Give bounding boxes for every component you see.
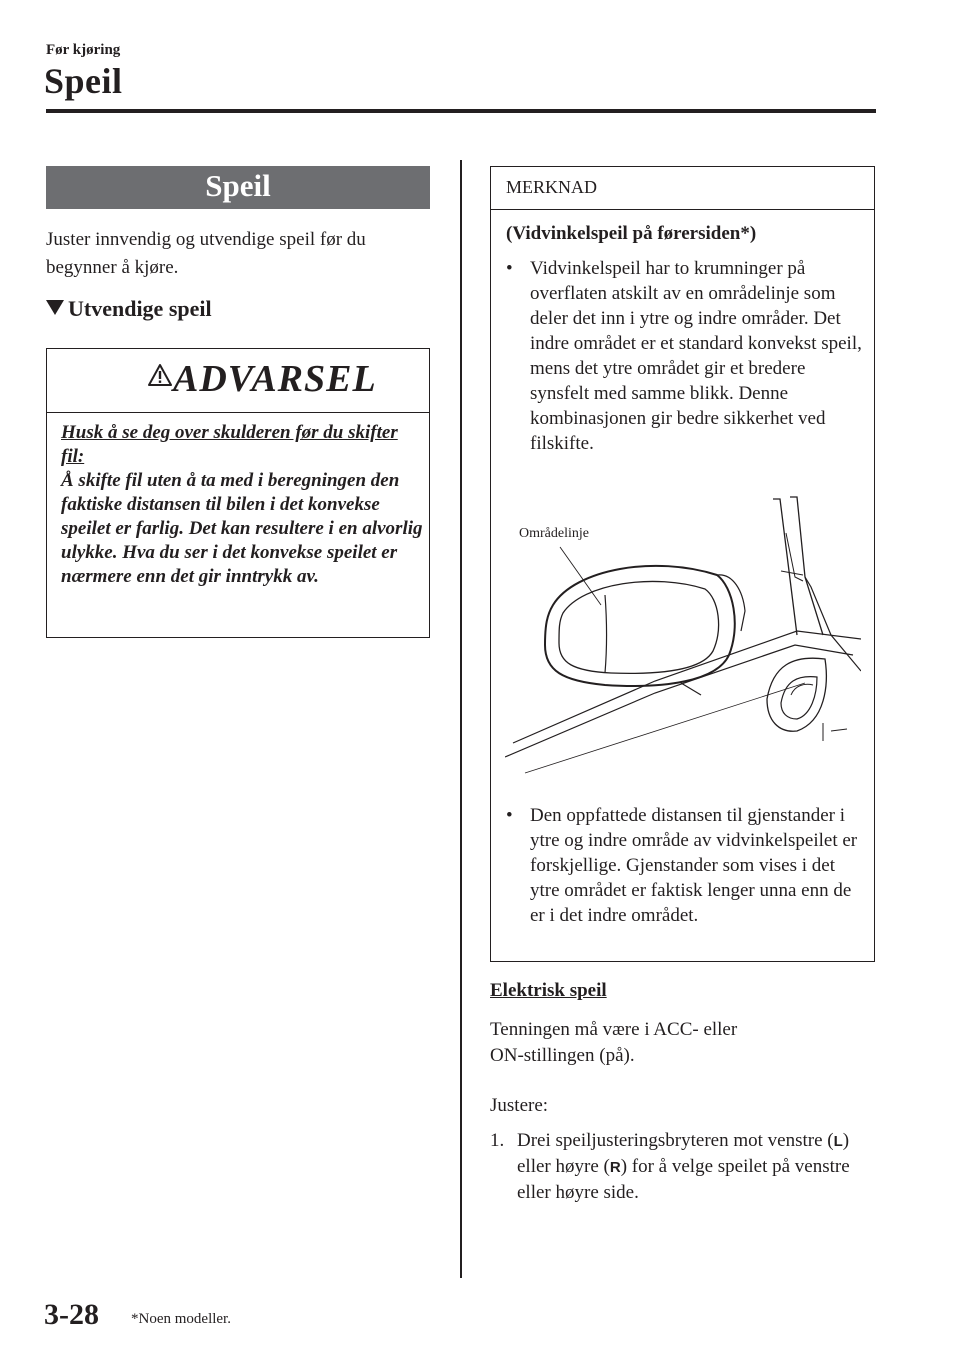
- warning-box: [46, 348, 430, 638]
- warning-title: ADVARSEL: [173, 358, 377, 400]
- bullet-symbol: •: [506, 258, 513, 279]
- justere-label: Justere:: [490, 1095, 549, 1116]
- warning-body: [61, 421, 423, 589]
- warning-lead: Husk å se deg over skulderen før du skifter fil:: [61, 422, 398, 467]
- column-divider: [460, 160, 462, 1278]
- ignition-text-line1: Tenningen må være i ACC- eller: [490, 1019, 738, 1040]
- bullet-text: Den oppfattede distansen til gjenstander i ytre og indre område av vidvinkelspeilet er forskjellige. Gjenstander som vises i det ytre området er faktisk lenger unna enn de er i det indre området.: [530, 805, 858, 926]
- footnote: *Noen modeller.: [131, 1311, 231, 1327]
- note-bullet: [506, 256, 866, 456]
- warning-header: [47, 349, 429, 413]
- subsection-heading: Elektrisk speil: [490, 980, 607, 1001]
- header-rule: [46, 109, 876, 113]
- triangle-down-icon: [46, 300, 64, 315]
- intro-paragraph: Juster innvendig og utvendige speil før du begynner å kjøre.: [46, 229, 366, 278]
- step-text-part: Drei speiljusteringsbryteren mot venstre (: [517, 1130, 834, 1151]
- note-box: [490, 166, 875, 962]
- note-bullet: [506, 803, 866, 928]
- note-header: [491, 167, 874, 210]
- left-key-label: L: [833, 1133, 843, 1150]
- note-subtitle: (Vidvinkelspeil på førersiden*): [506, 223, 757, 244]
- step-number: 1.: [490, 1130, 505, 1151]
- page-number: 3-28: [44, 1298, 99, 1331]
- subheading: [46, 296, 212, 322]
- page-title: Speil: [44, 61, 123, 101]
- step-item: [490, 1128, 870, 1205]
- mirror-illustration: [505, 495, 861, 780]
- note-title: MERKNAD: [506, 177, 598, 197]
- warning-triangle-icon: [147, 363, 173, 387]
- step-text: [517, 1128, 870, 1205]
- subheading-text: Utvendige speil: [68, 296, 212, 321]
- section-label: Før kjøring: [46, 42, 121, 58]
- bullet-text: Vidvinkelspeil har to krumninger på overflaten atskilt av en områdelinje som deler det inn i ytre og indre områder. Det indre området er et standard konvekst speil, mens det ytre området gir et bredere synsfelt med samme blikk. Denne kombinasjonen gir bedre sikkerhet ved filskifte.: [530, 258, 862, 454]
- warning-text: Å skifte fil uten å ta med i beregningen den faktiske distansen til bilen i det konvekse speilet er farlig. Det kan resultere i en alvorlig ulykke. Hva du ser i det konvekse speilet er nærmere enn det gir inntrykk av.: [61, 470, 423, 587]
- figure-label: Områdelinje: [519, 526, 589, 541]
- bullet-symbol: •: [506, 805, 513, 826]
- step-text-part: ) for å velge speilet på venstre eller høyre side.: [517, 1156, 850, 1203]
- right-key-label: R: [609, 1159, 621, 1176]
- step-text-part: ) eller høyre (: [517, 1130, 850, 1177]
- ignition-text-line2: ON-stillingen (på).: [490, 1045, 635, 1066]
- section-heading-bar: Speil: [46, 166, 430, 209]
